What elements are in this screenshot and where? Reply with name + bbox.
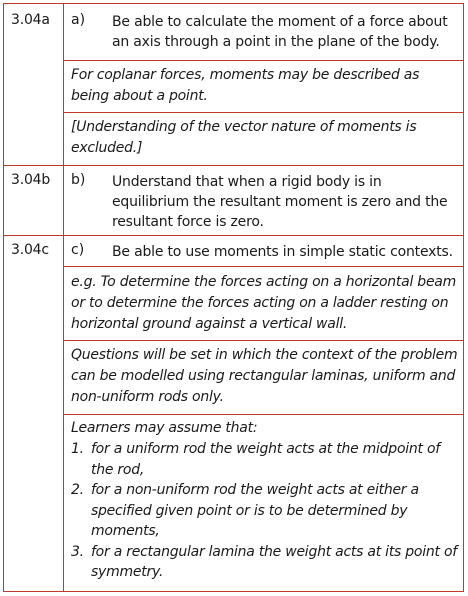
divider xyxy=(63,266,463,267)
note-coplanar: For coplanar forces, moments may be described as being about a point. xyxy=(71,67,420,104)
divider xyxy=(63,414,463,415)
statement-c: Be able to use moments in simple static contexts. xyxy=(112,244,453,260)
reference-column xyxy=(4,4,64,591)
ref-3-04b: 3.04b xyxy=(11,172,51,188)
divider xyxy=(63,60,463,61)
specification-table xyxy=(3,3,464,592)
statement-a: Be able to calculate the moment of a force about an axis through a point in the plane of the body. xyxy=(112,14,448,50)
note-vector-excluded: [Understanding of the vector nature of moments is excluded.] xyxy=(71,119,417,156)
row-divider xyxy=(4,235,463,236)
ref-3-04a: 3.04a xyxy=(11,12,50,28)
list-item: 1. for a uniform rod the weight acts at the midpoint of the rod, xyxy=(71,441,440,478)
note-examples: e.g. To determine the forces acting on a horizontal beam or to determine the forces acting on a ladder resting on horizontal ground against a vertical wall. xyxy=(71,274,457,332)
divider xyxy=(63,340,463,341)
note-modelling: Questions will be set in which the context of the problem can be modelled using rectangular laminas, uniform and non-uniform rods only. xyxy=(71,347,458,405)
list-item: 2. for a non-uniform rod the weight acts at either a specified given point or is to be determined by moments, xyxy=(71,482,419,539)
ref-3-04c: 3.04c xyxy=(11,242,49,258)
assume-intro: Learners may assume that: xyxy=(71,420,258,436)
letter-b: b) xyxy=(71,172,86,188)
statement-b: Understand that when a rigid body is in equilibrium the resultant moment is zero and the resultant force is zero. xyxy=(112,174,448,230)
row-divider xyxy=(4,165,463,166)
divider xyxy=(63,112,463,113)
list-item: 3. for a rectangular lamina the weight acts at its point of symmetry. xyxy=(71,543,457,580)
letter-c: c) xyxy=(71,242,85,258)
assumption-list xyxy=(71,439,461,583)
letter-a: a) xyxy=(71,12,86,28)
